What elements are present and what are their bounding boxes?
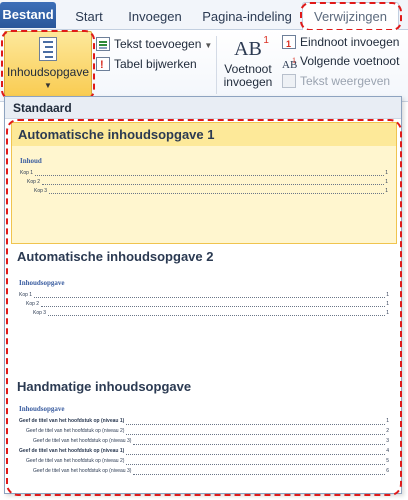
- toc-preview-entry: Geef de titel van het hoofdstuk op (niveau 1) 4: [19, 448, 389, 454]
- chevron-down-icon: ▼: [44, 81, 52, 90]
- dot-leader: [49, 193, 384, 194]
- update-table-button[interactable]: [96, 54, 197, 74]
- toc-preview-title: Inhoudsopgave: [19, 279, 65, 287]
- toc-option-manual[interactable]: [11, 375, 397, 493]
- toc-preview-entry: Kop 2 1: [27, 179, 388, 185]
- add-text-icon: [96, 37, 110, 51]
- dot-leader: [126, 464, 385, 465]
- toc-preview-entry: Geef de titel van het hoofdstuk op (niveau 2) 5: [26, 458, 389, 464]
- toc-preview: [19, 279, 389, 318]
- group-separator: [216, 36, 217, 94]
- tab-references[interactable]: Verwijzingen: [302, 2, 399, 31]
- show-notes-icon: [282, 74, 296, 88]
- toc-preview-title: Inhoudsopgave: [19, 405, 65, 413]
- dot-leader: [48, 315, 385, 316]
- toc-option-automatic-1[interactable]: [11, 122, 397, 244]
- toc-preview-entry: Kop 3 1: [34, 188, 388, 194]
- endnote-icon: [282, 35, 296, 49]
- toc-option-automatic-2[interactable]: [11, 245, 397, 373]
- dot-leader: [126, 454, 385, 455]
- dot-leader: [34, 297, 385, 298]
- insert-footnote-button[interactable]: [222, 34, 274, 96]
- dot-leader: [126, 424, 385, 425]
- next-footnote-icon: AB 1: [282, 55, 296, 69]
- insert-footnote-label: Voetnoot invoegen: [223, 62, 273, 89]
- toc-preview-entry: Geef de titel van het hoofdstuk op (niveau 2) 2: [26, 428, 389, 434]
- toc-preview-entry: Kop 2 1: [26, 301, 389, 307]
- tab-page-layout[interactable]: Pagina-indeling: [202, 9, 292, 24]
- add-text-button[interactable]: [96, 34, 212, 54]
- toc-preview: [19, 405, 389, 477]
- dot-leader: [133, 444, 385, 445]
- toc-option-title: Handmatige inhoudsopgave: [17, 379, 192, 394]
- tab-insert[interactable]: Invoegen: [128, 9, 182, 24]
- table-of-contents-icon: [39, 37, 57, 61]
- toc-option-title: Automatische inhoudsopgave 2: [17, 249, 214, 264]
- toc-preview-entry: Geef de titel van het hoofdstuk op (niveau 1) 1: [19, 418, 389, 424]
- toc-preview-title: Inhoud: [20, 157, 42, 165]
- toc-preview-entry: Geef de titel van het hoofdstuk op (niveau 3) 6: [33, 468, 389, 474]
- dot-leader: [42, 184, 384, 185]
- dot-leader: [35, 175, 384, 176]
- toc-preview-entry: Kop 1 1: [19, 292, 389, 298]
- toc-preview: [20, 157, 388, 196]
- insert-endnote-label: Eindnoot invoegen: [300, 35, 400, 49]
- ribbon-references: [0, 30, 408, 102]
- insert-endnote-button[interactable]: [282, 32, 399, 52]
- dot-leader: [126, 434, 385, 435]
- update-table-label: Tabel bijwerken: [114, 57, 197, 71]
- next-footnote-button[interactable]: [282, 51, 399, 71]
- chevron-down-icon: ▼: [204, 41, 213, 50]
- ribbon-tab-bar: [0, 0, 408, 30]
- gallery-section-header: Standaard: [5, 97, 401, 119]
- show-notes-label: Tekst weergeven: [300, 74, 391, 88]
- toc-preview-entry: Geef de titel van het hoofdstuk op (niveau 3) 3: [33, 438, 389, 444]
- dot-leader: [133, 474, 385, 475]
- toc-preview-entry: Kop 1 1: [20, 170, 388, 176]
- table-of-contents-button[interactable]: [4, 31, 92, 97]
- toc-preview-entry: Kop 3 1: [33, 310, 389, 316]
- toc-gallery-dropdown: [4, 96, 402, 494]
- table-of-contents-label: Inhoudsopgave: [6, 65, 90, 79]
- tab-start[interactable]: Start: [75, 9, 103, 24]
- toc-option-title: Automatische inhoudsopgave 1: [12, 123, 396, 146]
- add-text-label: Tekst toevoegen: [114, 37, 202, 51]
- tab-file[interactable]: Bestand: [0, 2, 56, 28]
- update-table-icon: [96, 57, 110, 71]
- next-footnote-label: Volgende voetnoot: [300, 54, 400, 68]
- footnote-icon: AB 1: [234, 35, 269, 60]
- dot-leader: [41, 306, 385, 307]
- show-notes-button[interactable]: [282, 71, 390, 91]
